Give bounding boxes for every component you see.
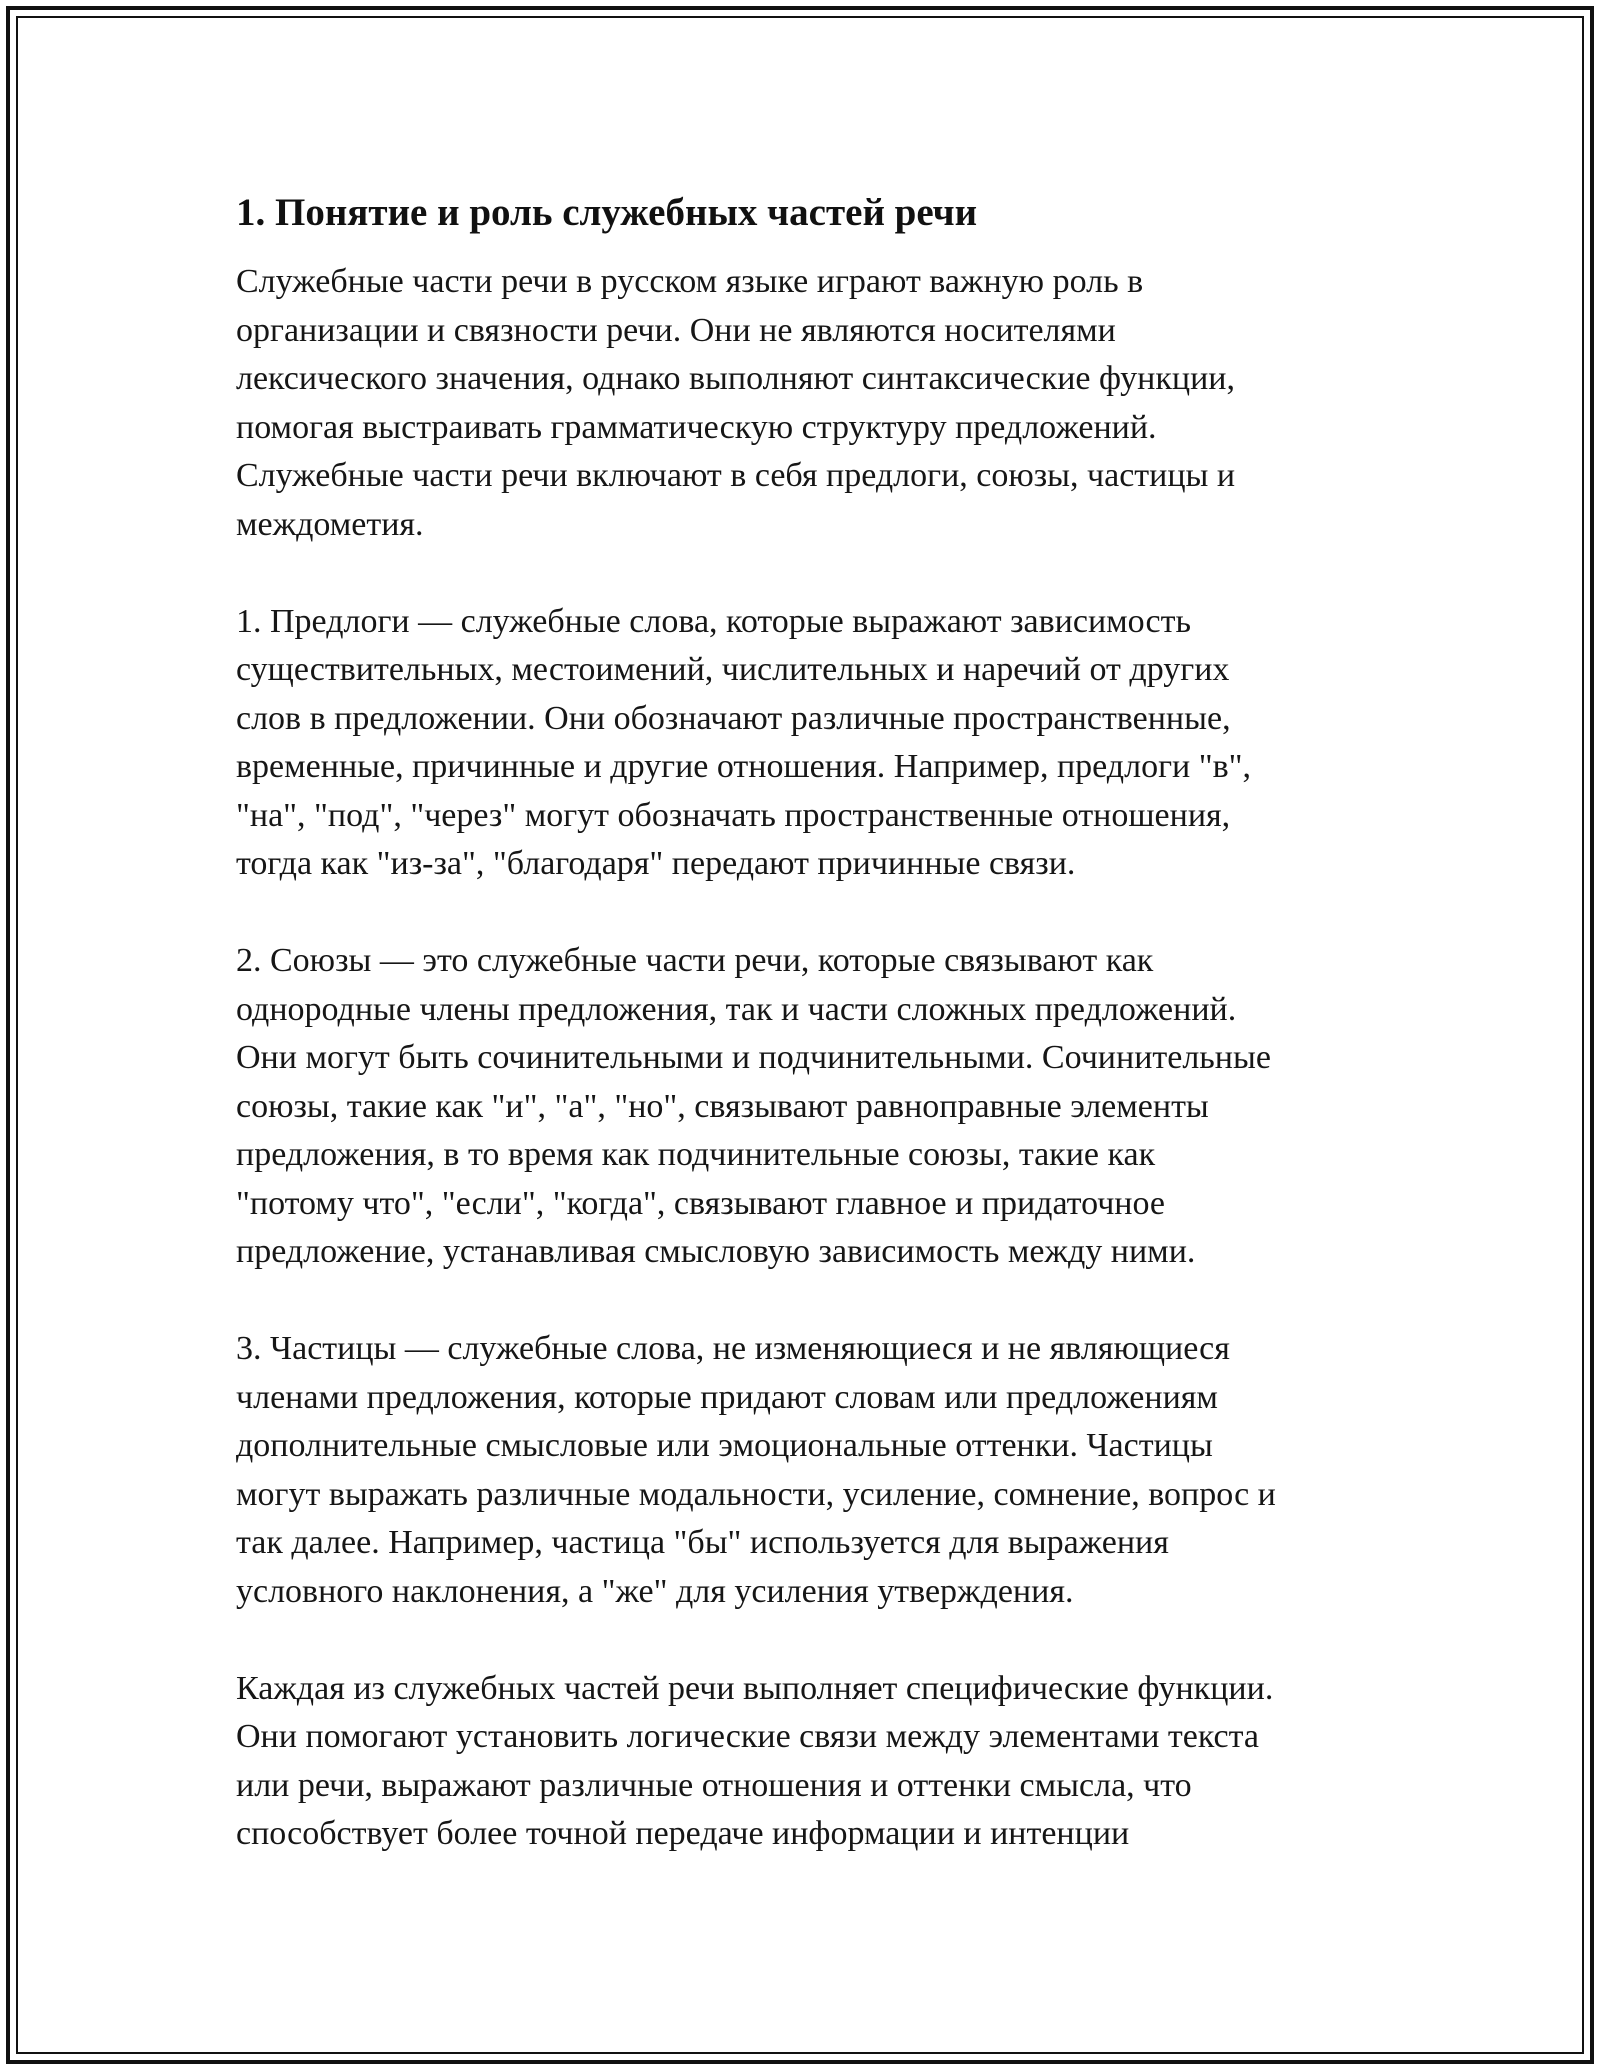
text-line: способствует более точной передаче информации и интенции (236, 1815, 1130, 1852)
document-body (236, 188, 1376, 1859)
text-line: тогда как "из-за", "благодаря" передают причинные связи. (236, 845, 1076, 882)
paragraph-intro (236, 258, 1376, 549)
text-line: так далее. Например, частица "бы" используется для выражения (236, 1524, 1169, 1561)
text-line: временные, причинные и другие отношения. Например, предлоги "в", (236, 748, 1252, 785)
text-line: или речи, выражают различные отношения и оттенки смысла, что (236, 1766, 1192, 1804)
text-line: организации и связности речи. Они не являются носителями (236, 311, 1116, 349)
paragraph-prepositions (236, 598, 1376, 889)
text-line: "потому что", "если", "когда", связывают главное и придаточное (236, 1184, 1166, 1222)
text-line: дополнительные смысловые или эмоциональные оттенки. Частицы (236, 1427, 1213, 1464)
text-line: союзы, такие как "и", "а", "но", связывают равноправные элементы (236, 1087, 1209, 1125)
text-line: предложения, в то время как подчинительные союзы, такие как (236, 1136, 1156, 1173)
text-line: Каждая из служебных частей речи выполняет специфические функции. (236, 1669, 1274, 1707)
text-line: помогая выстраивать грамматическую структуру предложений. (236, 408, 1157, 446)
text-line: Служебные части речи в русском языке играют важную роль в (236, 263, 1144, 300)
text-line: 3. Частицы — служебные слова, не изменяющиеся и не являющиеся (236, 1330, 1230, 1367)
text-line: могут выражать различные модальности, усиление, сомнение, вопрос и (236, 1475, 1276, 1513)
text-line: Они помогают установить логические связи между элементами текста (236, 1718, 1260, 1755)
text-line: условного наклонения, а "же" для усиления утверждения. (236, 1572, 1074, 1610)
text-line: однородные члены предложения, так и части сложных предложений. (236, 990, 1237, 1028)
paragraph-conclusion (236, 1665, 1376, 1859)
text-line: междометия. (236, 505, 424, 543)
text-line: предложение, устанавливая смысловую зависимость между ними. (236, 1233, 1196, 1270)
text-line: "на", "под", "через" могут обозначать пространственные отношения, (236, 796, 1231, 834)
text-line: лексического значения, однако выполняют синтаксические функции, (236, 360, 1235, 397)
text-line: Служебные части речи включают в себя предлоги, союзы, частицы и (236, 457, 1236, 494)
text-line: членами предложения, которые придают словам или предложениям (236, 1378, 1218, 1416)
text-line: существительных, местоимений, числительных и наречий от других (236, 651, 1230, 688)
text-line: слов в предложении. Они обозначают различные пространственные, (236, 699, 1231, 737)
text-line: 2. Союзы — это служебные части речи, которые связывают как (236, 942, 1154, 979)
text-line: Они могут быть сочинительными и подчинительными. Сочинительные (236, 1039, 1271, 1076)
paragraph-particles (236, 1325, 1376, 1616)
section-heading: 1. Понятие и роль служебных частей речи (236, 191, 978, 234)
text-line: 1. Предлоги — служебные слова, которые выражают зависимость (236, 602, 1191, 640)
paragraph-conjunctions (236, 937, 1376, 1277)
